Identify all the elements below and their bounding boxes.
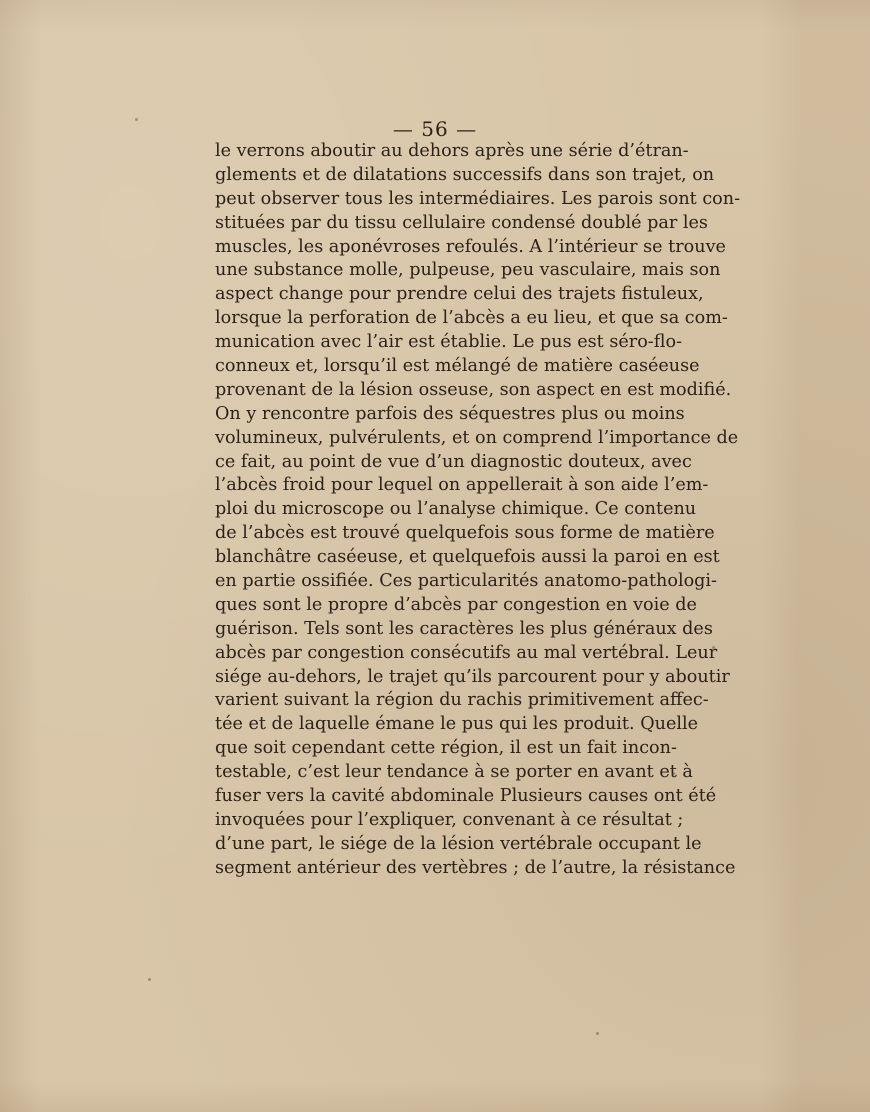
paper-speck [596,1032,599,1035]
text-line: fuser vers la cavité abdominale Plusieurs causes ont été [215,786,717,807]
text-line: abcès par congestion consécutifs au mal vertébral. Leur [215,642,718,663]
text-line: une substance molle, pulpeuse, peu vasculaire, mais son [215,260,721,281]
text-line: blanchâtre caséeuse, et quelquefois aussi la paroi en est [215,547,720,568]
text-line: stituées par du tissu cellulaire condensé doublé par les [215,212,708,233]
paper-speck [672,772,675,775]
body-text [215,140,741,881]
paper-speck [712,646,715,649]
text-line: en partie ossifiée. Ces particularités anatomo-pathologi- [215,571,718,592]
text-line: ce fait, au point de vue d’un diagnostic douteux, avec [215,451,692,472]
text-line: invoquées pour l’expliquer, convenant à ce résultat ; [215,809,684,830]
text-line: munication avec l’air est établie. Le pus est séro-flo- [215,332,683,353]
text-line: de l’abcès est trouvé quelquefois sous forme de matière [215,523,715,544]
paper-speck [135,118,138,121]
text-line: aspect change pour prendre celui des trajets fistuleux, [215,284,704,305]
text-line: provenant de la lésion osseuse, son aspect en est modifié. [215,379,732,400]
text-line: conneux et, lorsqu’il est mélangé de matière caséeuse [215,356,700,377]
text-line: guérison. Tels sont les caractères les plus généraux des [215,618,713,639]
page-number: — 56 — [392,117,478,141]
text-line: peut observer tous les intermédiaires. Les parois sont con- [215,188,741,209]
text-line: siége au-dehors, le trajet qu’ils parcourent pour y aboutir [215,666,730,687]
text-line: On y rencontre parfois des séquestres plus ou moins [215,403,685,424]
paper-speck [148,978,151,981]
text-line: lorsque la perforation de l’abcès a eu lieu, et que sa com- [215,308,728,329]
text-line: d’une part, le siége de la lésion vertébrale occupant le [215,833,702,854]
text-line: muscles, les aponévroses refoulés. A l’intérieur se trouve [215,236,726,257]
text-line: testable, c’est leur tendance à se porter en avant et à [215,762,693,783]
text-line: glements et de dilatations successifs dans son trajet, on [215,164,715,185]
text-line: segment antérieur des vertèbres ; de l’autre, la résistance [215,857,736,878]
text-line: ques sont le propre d’abcès par congestion en voie de [215,594,697,615]
text-line: ploi du microscope ou l’analyse chimique. Ce contenu [215,499,697,520]
text-line: l’abcès froid pour lequel on appellerait à son aide l’em- [215,475,709,496]
text-line: tée et de laquelle émane le pus qui les produit. Quelle [215,714,699,735]
text-line: volumineux, pulvérulents, et on comprend l’importance de [215,427,739,448]
text-line: le verrons aboutir au dehors après une série d’étran- [215,141,689,161]
text-line: varient suivant la région du rachis primitivement affec- [215,690,709,711]
text-line: que soit cependant cette région, il est un fait incon- [215,738,677,759]
